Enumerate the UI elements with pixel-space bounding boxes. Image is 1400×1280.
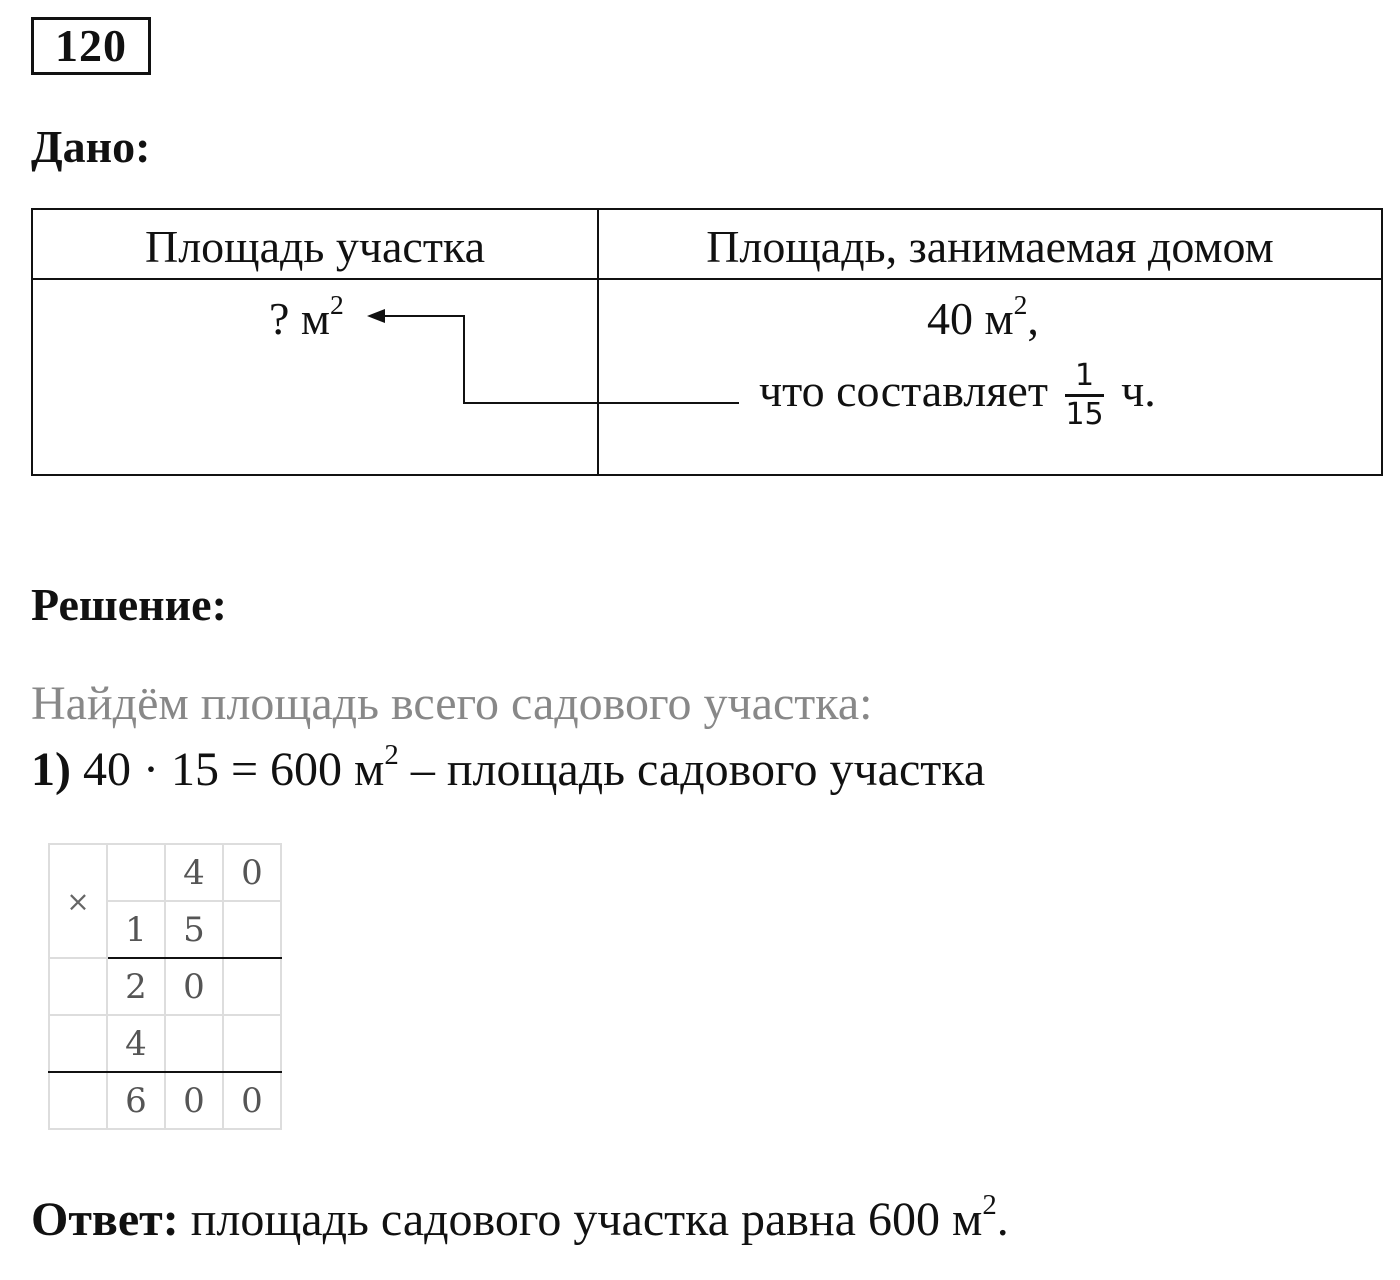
grid-cell: 1 — [107, 901, 165, 958]
house-area-fraction-text: что составляет $\frac{1}{15}$ ч. — [759, 358, 1156, 432]
given-heading: Дано: — [31, 121, 151, 172]
grid-cell — [223, 901, 281, 958]
answer-text: площадь садового участка равна 600 $м^2$. — [190, 1189, 1009, 1246]
solution-intro: Найдём площадь всего садового участка: — [31, 677, 873, 730]
multiply-sign: × — [49, 844, 107, 958]
fraction: $\frac{1}{15}$ — [1065, 358, 1104, 432]
solution-heading: Решение: — [31, 579, 227, 630]
grid-cell: 0 — [223, 1072, 281, 1129]
grid-cell: 2 — [107, 958, 165, 1015]
step-expression: 40 · 15 = 600 $м^2$ — [82, 739, 399, 796]
grid-cell: 6 — [107, 1072, 165, 1129]
grid-cell — [49, 958, 107, 1015]
answer-line — [31, 1189, 1009, 1247]
grid-cell: 4 — [165, 844, 223, 901]
multiplication-grid — [48, 843, 282, 1130]
grid-cell: 5 — [165, 901, 223, 958]
given-table — [31, 208, 1383, 476]
grid-row — [49, 1072, 281, 1129]
step-label: 1) — [31, 743, 71, 796]
relation-arrow — [33, 210, 1381, 474]
grid-cell — [165, 1015, 223, 1072]
unknown-plot-area: ? $м^2$ — [269, 288, 344, 344]
grid-cell — [223, 1015, 281, 1072]
grid-cell: 0 — [165, 958, 223, 1015]
house-area-value: 40 $м^2$, — [927, 288, 1039, 344]
grid-cell — [49, 1072, 107, 1129]
grid-cell — [107, 844, 165, 901]
problem-number: 120 — [31, 17, 151, 75]
grid-cell: 0 — [223, 844, 281, 901]
header-plot-area: Площадь участка — [144, 221, 486, 272]
header-house-area: Площадь, занимаемая домом — [706, 221, 1274, 272]
grid-cell — [223, 958, 281, 1015]
grid-row — [49, 958, 281, 1015]
grid-cell: 0 — [165, 1072, 223, 1129]
grid-row — [49, 844, 281, 901]
answer-label: Ответ: — [31, 1193, 179, 1246]
grid-cell — [49, 1015, 107, 1072]
grid-row — [49, 1015, 281, 1072]
solution-step-1 — [31, 739, 986, 797]
step-description: – площадь садового участка — [410, 743, 986, 796]
grid-cell: 4 — [107, 1015, 165, 1072]
